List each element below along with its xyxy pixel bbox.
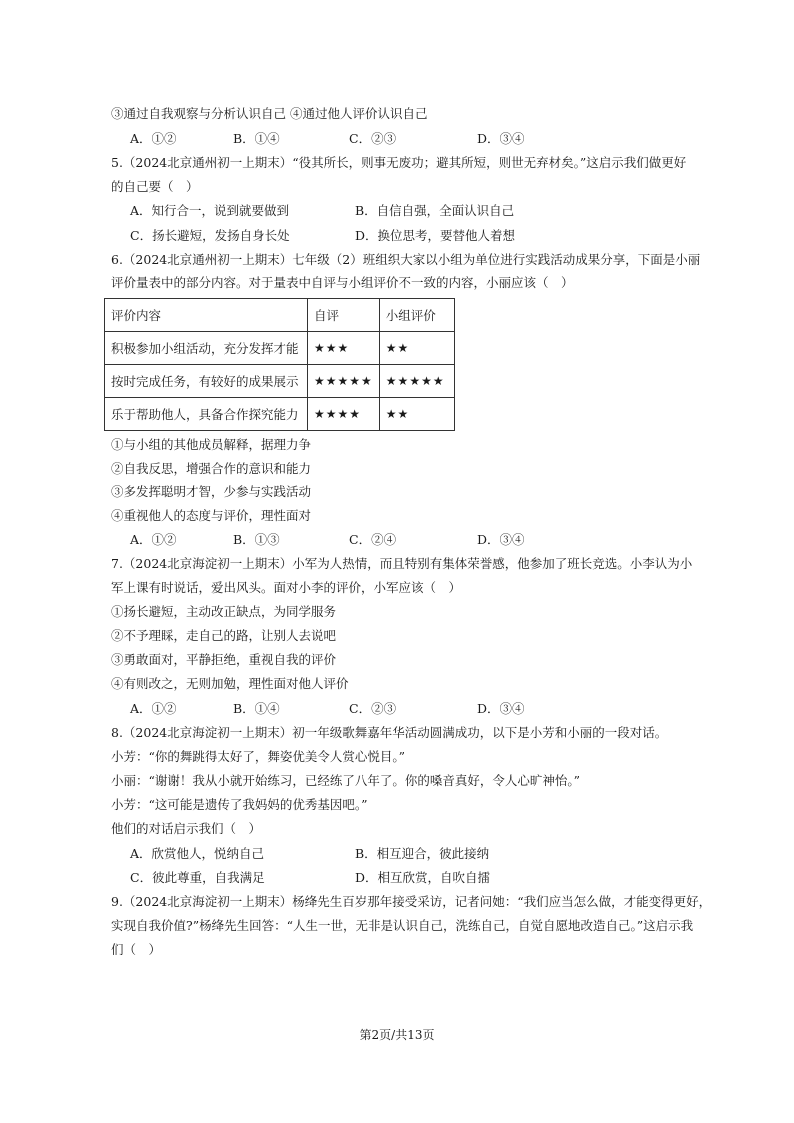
q5-stem-line1: 5.（2024北京通州初一上期末）“役其所长，则事无废功；避其所短，则世无弃材矣。”这启示我们做更好 (111, 155, 687, 170)
q7-stem-line2: 军上课有时说话，爱出风头。面对小李的评价，小军应该（ ） (111, 580, 462, 595)
option-b: B．相互迎合，彼此接纳 (355, 846, 490, 861)
q7-item-1: ①扬长避短，主动改正缺点，为同学服务 (111, 604, 337, 619)
table-row (105, 332, 455, 365)
q9-stem-line3: 们（ ） (111, 942, 162, 957)
table-cell: 积极参加小组活动，充分发挥才能 (105, 332, 308, 365)
table-header-cell: 评价内容 (105, 299, 308, 332)
option-d: D．相互欣赏，自吹自擂 (355, 870, 491, 885)
q8-prompt: 他们的对话启示我们（ ） (111, 821, 262, 836)
option-b: B．①④ (233, 701, 280, 716)
self-rating-stars: ★★★ (308, 332, 380, 365)
option-a: A．①② (130, 532, 177, 547)
option-b: B．①④ (233, 131, 280, 146)
option-d: D．③④ (477, 131, 525, 146)
option-d: D．③④ (477, 532, 525, 547)
option-c: C．彼此尊重，自我满足 (130, 870, 265, 885)
q8-dialog-1: 小芳：“你的舞跳得太好了，舞姿优美令人赏心悦目。” (111, 749, 406, 764)
q7-item-3: ③勇敢面对，平静拒绝，重视自我的评价 (111, 652, 337, 667)
option-a: A．欣赏他人，悦纳自己 (130, 846, 265, 861)
q6-item-2: ②自我反思，增强合作的意识和能力 (111, 461, 312, 476)
self-rating-stars: ★★★★★ (308, 365, 380, 398)
table-header-row (105, 299, 455, 332)
option-d: D．换位思考，要替他人着想 (355, 228, 516, 243)
group-rating-stars: ★★★★★ (379, 365, 454, 398)
table-cell: 按时完成任务，有较好的成果展示 (105, 365, 308, 398)
option-a: A．①② (130, 701, 177, 716)
q6-stem-line1: 6.（2024北京通州初一上期末）七年级（2）班组织大家以小组为单位进行实践活动成果分享，下面是小丽 (111, 252, 701, 267)
page-footer: 第2页/共13页 (359, 1028, 435, 1042)
option-c: C．②③ (349, 131, 397, 146)
evaluation-table (104, 298, 455, 431)
q9-stem-line1: 9.（2024北京海淀初一上期末）杨绛先生百岁那年接受采访，记者问她：“我们应当怎么做，才能变得更好， (111, 894, 712, 909)
option-d: D．③④ (477, 701, 525, 716)
q7-item-4: ④有则改之，无则加勉，理性面对他人评价 (111, 676, 349, 691)
group-rating-stars: ★★ (379, 332, 454, 365)
q6-item-3: ③多发挥聪明才智，少参与实践活动 (111, 484, 312, 499)
group-rating-stars: ★★ (379, 398, 454, 431)
q8-dialog-3: 小芳：“这可能是遗传了我妈妈的优秀基因吧。” (111, 797, 368, 812)
option-c: C．②③ (349, 701, 397, 716)
q9-stem-line2: 实现自我价值?”杨绛先生回答：“人生一世，无非是认识自己，洗练自己，自觉自愿地改造自己。”这启示我 (111, 918, 694, 933)
q5-stem-line2: 的自己要（ ） (111, 179, 199, 194)
option-a: A．知行合一，说到就要做到 (130, 203, 290, 218)
q4-tail: ③通过自我观察与分析认识自己 ④通过他人评价认识自己 (111, 106, 428, 121)
q6-item-1: ①与小组的其他成员解释，据理力争 (111, 437, 312, 452)
q6-item-4: ④重视他人的态度与评价，理性面对 (111, 508, 312, 523)
table-header-cell: 小组评价 (379, 299, 454, 332)
option-b: B．自信自强，全面认识自己 (355, 203, 515, 218)
option-c: C．②④ (349, 532, 397, 547)
table-row (105, 365, 455, 398)
q6-stem-line2: 评价量表中的部分内容。对于量表中自评与小组评价不一致的内容，小丽应该（ ） (111, 275, 574, 290)
option-c: C．扬长避短，发扬自身长处 (130, 228, 290, 243)
q8-stem-line1: 8.（2024北京海淀初一上期末）初一年级歌舞嘉年华活动圆满成功，以下是小芳和小丽的一段对话。 (111, 725, 668, 740)
table-cell: 乐于帮助他人，具备合作探究能力 (105, 398, 308, 431)
q8-dialog-2: 小丽：“谢谢！我从小就开始练习，已经练了八年了。你的嗓音真好，令人心旷神怡。” (111, 773, 581, 788)
option-a: A．①② (130, 131, 177, 146)
option-b: B．①③ (233, 532, 280, 547)
self-rating-stars: ★★★★ (308, 398, 380, 431)
table-row (105, 398, 455, 431)
q7-item-2: ②不予理睬，走自己的路，让别人去说吧 (111, 628, 337, 643)
q7-stem-line1: 7.（2024北京海淀初一上期末）小军为人热情，而且特别有集体荣誉感，他参加了班长竞选。小李认为小 (111, 556, 693, 571)
table-header-cell: 自评 (308, 299, 380, 332)
